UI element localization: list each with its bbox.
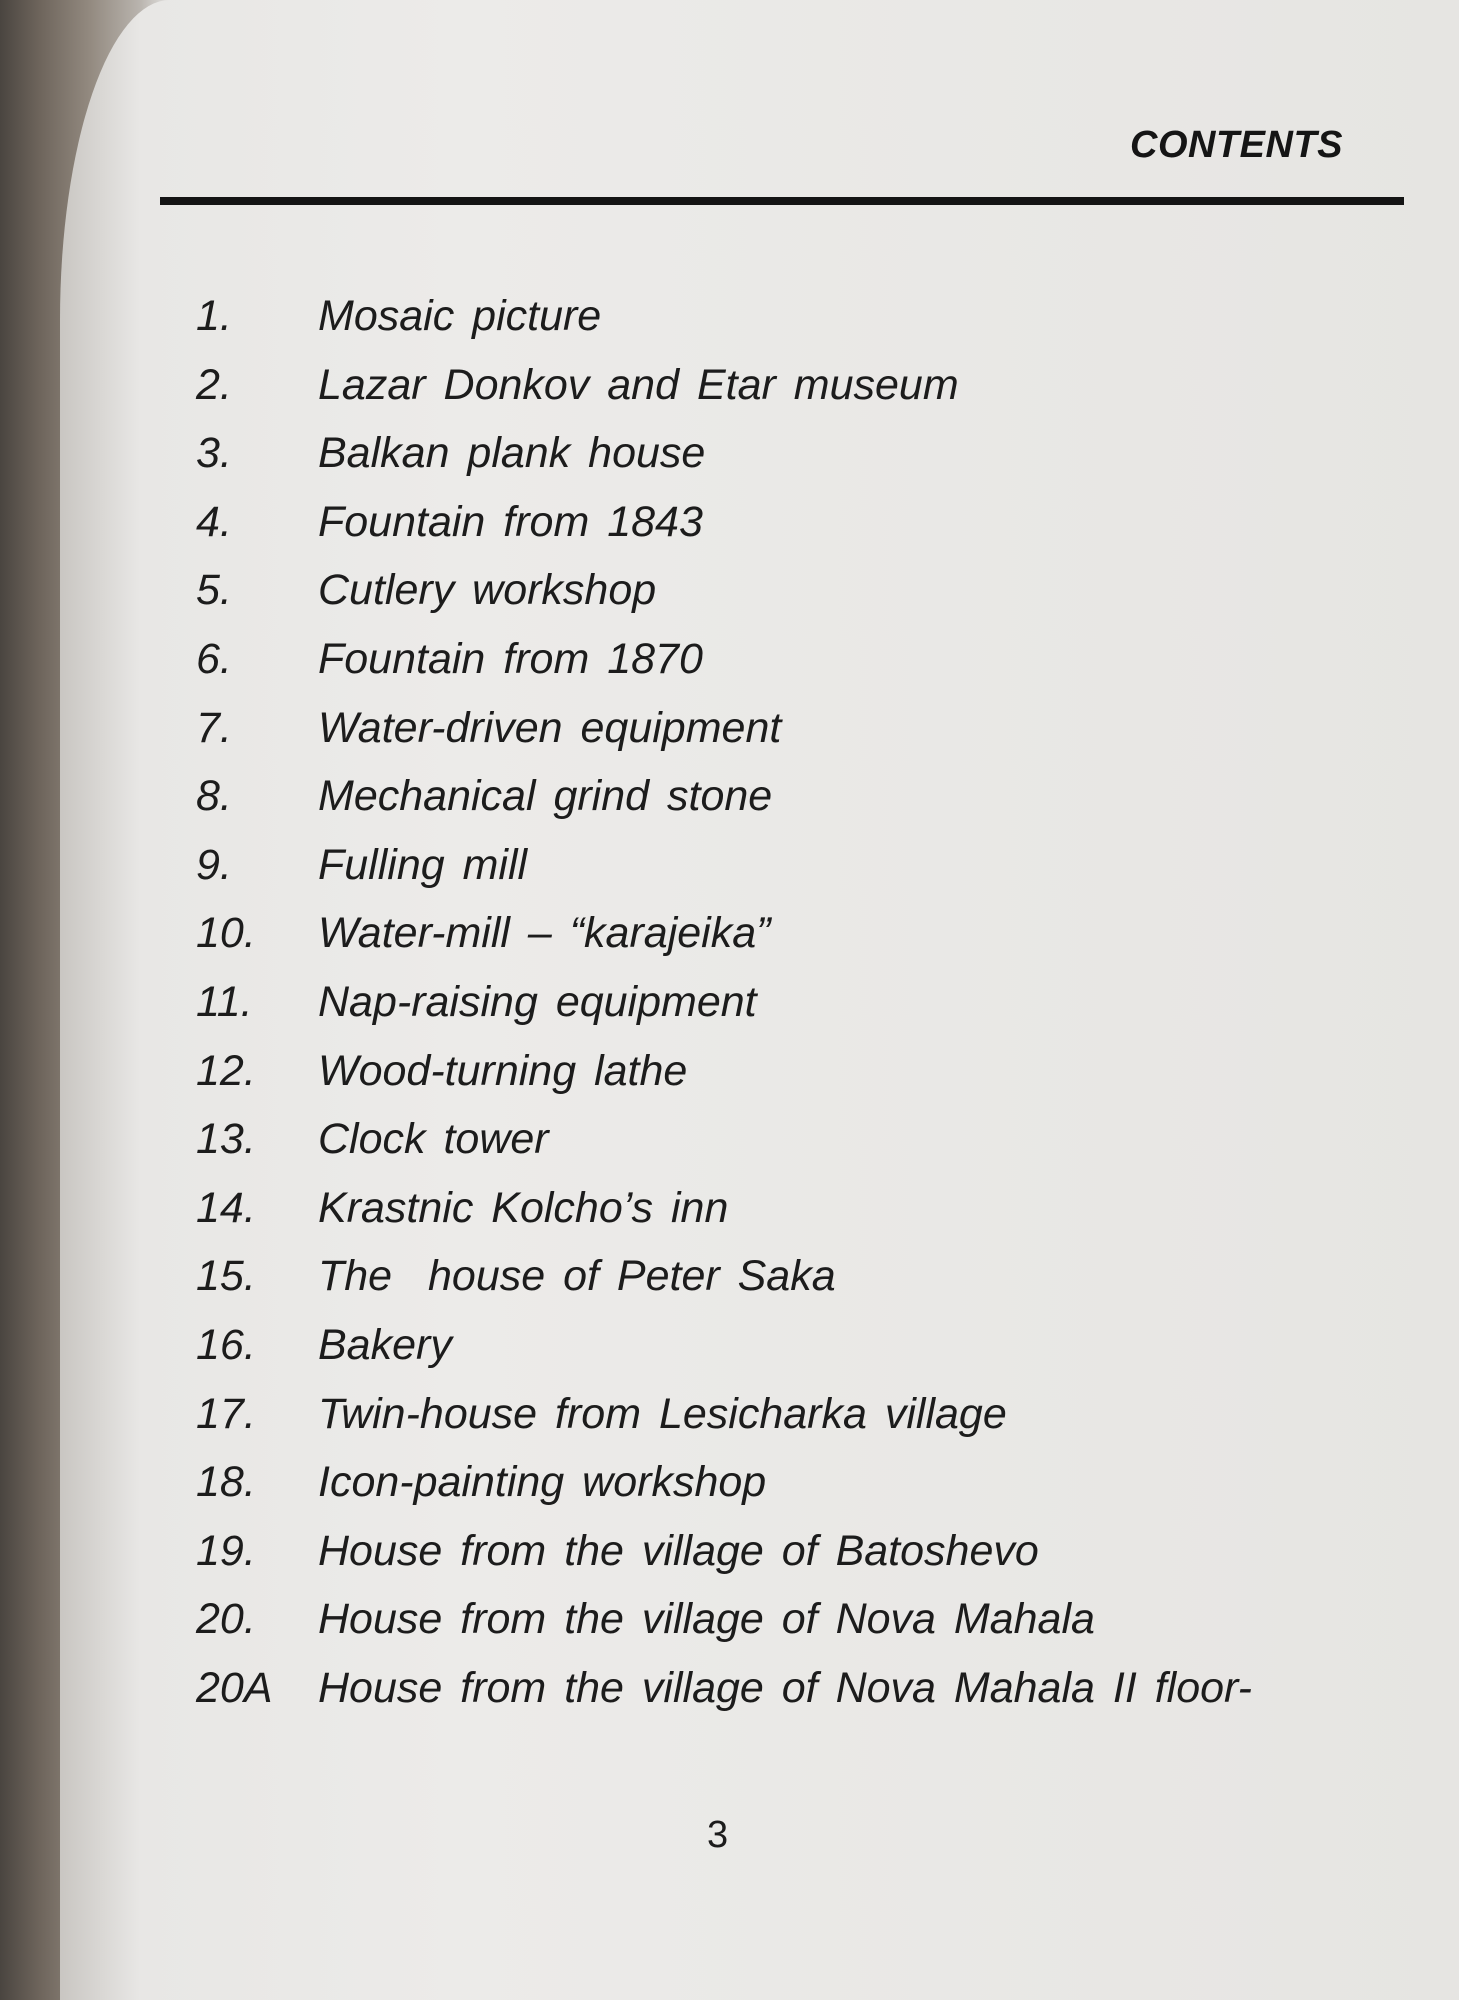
toc-entry-label: Cutlery workshop (318, 566, 657, 615)
toc-entry (60, 1595, 1459, 1664)
toc-entry (60, 292, 1459, 361)
toc-entry-label: Fulling mill (318, 840, 528, 889)
toc-entry (60, 1115, 1459, 1184)
toc-entry-number: 15. (196, 1252, 256, 1301)
toc-entry-number: 18. (196, 1458, 256, 1507)
toc-entry-number: 1. (196, 292, 232, 340)
toc-entry (60, 566, 1459, 635)
toc-entry-label: Lazar Donkov and Etar museum (318, 360, 959, 409)
toc-entry-label: Balkan plank house (318, 429, 706, 478)
toc-entry-label: The house of Peter Saka (318, 1252, 836, 1301)
contents-list (60, 292, 1459, 1732)
toc-entry-number: 9. (196, 840, 232, 889)
toc-entry-number: 5. (196, 566, 232, 615)
toc-entry-label: House from the village of Batoshevo (318, 1526, 1039, 1575)
toc-entry-number: 3. (196, 429, 232, 478)
toc-entry-number: 12. (196, 1046, 256, 1095)
toc-entry-number: 17. (196, 1389, 256, 1438)
toc-entry (60, 1527, 1459, 1596)
toc-entry (60, 1252, 1459, 1321)
toc-entry (60, 429, 1459, 498)
toc-entry-label: House from the village of Nova Mahala II floor- (318, 1663, 1252, 1712)
toc-entry-number: 7. (196, 703, 232, 752)
toc-entry (60, 635, 1459, 704)
toc-entry-label: Fountain from 1843 (318, 497, 703, 546)
toc-entry (60, 1184, 1459, 1253)
toc-entry-label: Water-driven equipment (318, 703, 782, 752)
page-title: CONTENTS (1130, 124, 1343, 166)
toc-entry-label: Wood-turning lathe (318, 1046, 688, 1095)
toc-entry-number: 20A (196, 1663, 273, 1712)
toc-entry (60, 1321, 1459, 1390)
toc-entry (60, 978, 1459, 1047)
toc-entry-number: 8. (196, 772, 232, 821)
book-page (60, 0, 1459, 2000)
toc-entry-label: Mosaic picture (318, 292, 602, 340)
toc-entry-number: 14. (196, 1183, 256, 1232)
header-rule (160, 197, 1404, 205)
toc-entry (60, 1664, 1459, 1733)
toc-entry-number: 16. (196, 1320, 256, 1369)
toc-entry-label: Clock tower (318, 1115, 549, 1164)
toc-entry-label: Nap-raising equipment (318, 977, 757, 1026)
toc-entry-number: 6. (196, 634, 232, 683)
toc-entry (60, 1458, 1459, 1527)
toc-entry-label: Krastnic Kolcho’s inn (318, 1183, 729, 1232)
toc-entry (60, 1390, 1459, 1459)
toc-entry (60, 841, 1459, 910)
toc-entry-label: Water-mill – “karajeika” (318, 909, 771, 958)
toc-entry (60, 361, 1459, 430)
toc-entry-number: 4. (196, 497, 232, 546)
toc-entry (60, 498, 1459, 567)
toc-entry (60, 909, 1459, 978)
toc-entry-label: House from the village of Nova Mahala (318, 1595, 1095, 1644)
toc-entry (60, 704, 1459, 773)
toc-entry-label: Mechanical grind stone (318, 772, 773, 821)
toc-entry-number: 2. (196, 360, 232, 409)
toc-entry-label: Fountain from 1870 (318, 634, 703, 683)
toc-entry (60, 1047, 1459, 1116)
page-number: 3 (707, 1814, 729, 1856)
toc-entry-number: 19. (196, 1526, 256, 1575)
toc-entry (60, 772, 1459, 841)
toc-entry-number: 13. (196, 1115, 256, 1164)
toc-entry-number: 11. (196, 977, 253, 1026)
toc-entry-number: 20. (196, 1595, 256, 1644)
toc-entry-number: 10. (196, 909, 256, 958)
toc-entry-label: Bakery (318, 1320, 452, 1369)
toc-entry-label: Icon-painting workshop (318, 1458, 767, 1507)
toc-entry-label: Twin-house from Lesicharka village (318, 1389, 1007, 1438)
